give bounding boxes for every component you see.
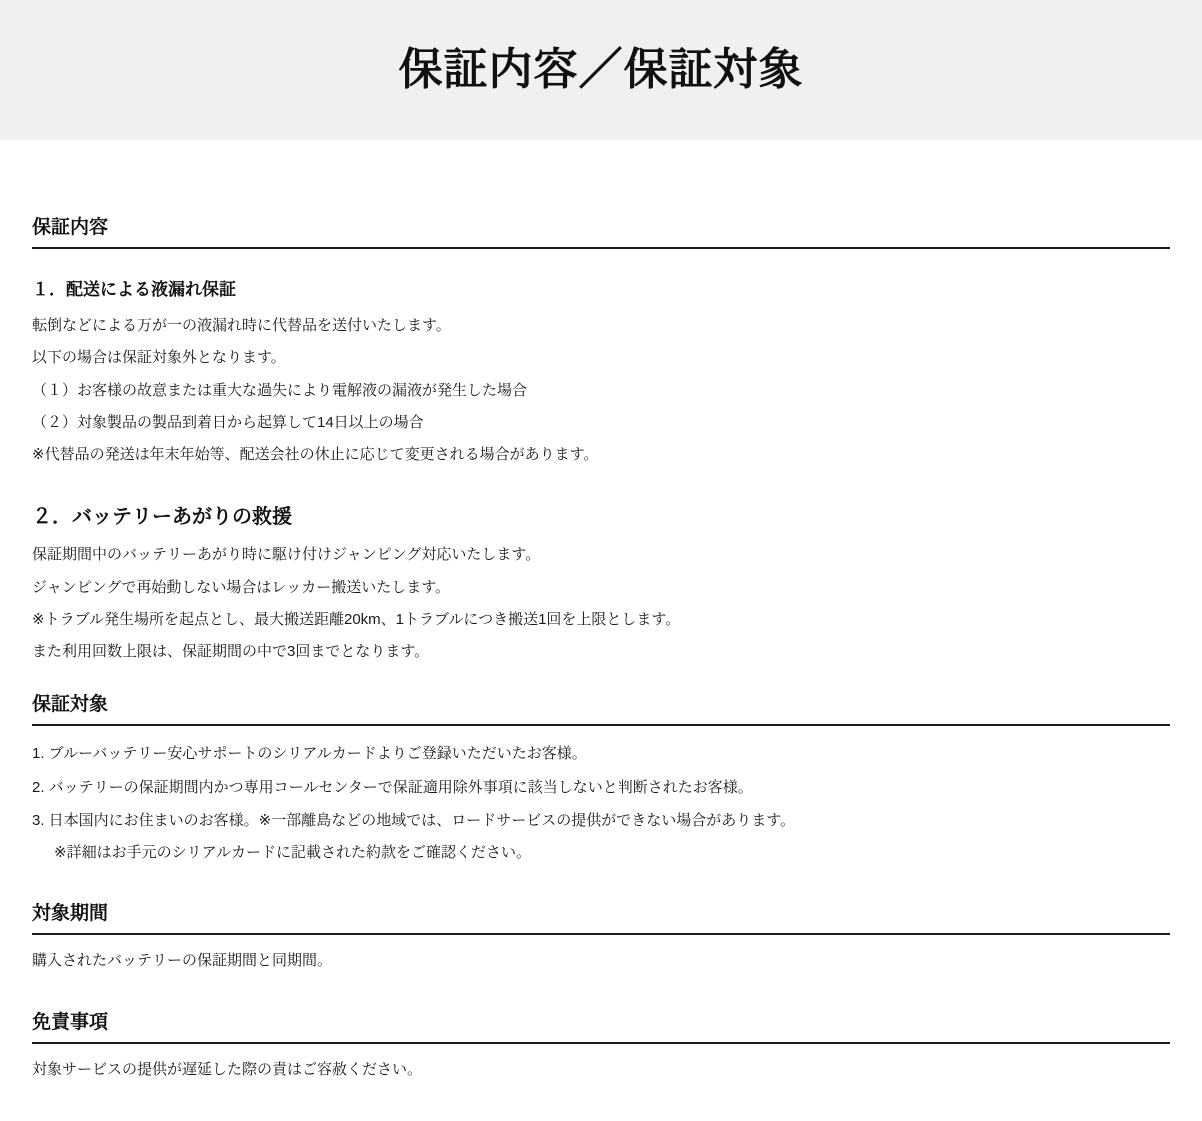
page-header-banner bbox=[0, 0, 1202, 140]
section-coverage-period bbox=[32, 898, 1170, 972]
spacer bbox=[32, 663, 1170, 689]
leak-warranty-line-5: ※代替品の発送は年末年始等、配送会社の休止に応じて変更される場合があります。 bbox=[32, 446, 599, 463]
covered-customers-list bbox=[32, 742, 1170, 832]
coverage-period-line-1: 購入されたバッテリーの保証期間と同期間。 bbox=[32, 952, 333, 970]
covered-customers-note: ※詳細はお手元のシリアルカードに記載された約款をご確認ください。 bbox=[54, 844, 531, 861]
leak-warranty-line-1: 転倒などによる万が一の液漏れ時に代替品を送付いたします。 bbox=[32, 317, 451, 334]
section-heading-warranty-details: 保証内容 bbox=[32, 212, 1170, 249]
subheading-leak-warranty: １．配送による液漏れ保証 bbox=[32, 280, 236, 299]
spacer bbox=[32, 1081, 1170, 1121]
leak-warranty-line-2: 以下の場合は保証対象外となります。 bbox=[32, 349, 286, 367]
document-content bbox=[0, 212, 1202, 1121]
section-heading-disclaimer: 免責事項 bbox=[32, 1007, 1170, 1044]
battery-rescue-line-2: ジャンピングで再始動しない場合はレッカー搬送いたします。 bbox=[32, 578, 451, 596]
battery-rescue-line-1: 保証期間中のバッテリーあがり時に駆け付けジャンピング対応いたします。 bbox=[32, 546, 541, 564]
section-heading-covered-customers: 保証対象 bbox=[32, 689, 1170, 726]
leak-warranty-line-4: （２）対象製品の製品到着日から起算して14日以上の場合 bbox=[32, 413, 424, 431]
leak-warranty-line-3: （１）お客様の故意または重大な過失により電解液の漏液が発生した場合 bbox=[32, 381, 528, 399]
section-covered-customers bbox=[32, 689, 1170, 864]
section-warranty-details bbox=[32, 212, 1170, 663]
spacer bbox=[32, 973, 1170, 1007]
battery-rescue-line-3: ※トラブル発生場所を起点とし、最大搬送距離20km、1トラブルにつき搬送1回を上限とします。 bbox=[32, 610, 681, 628]
page-title: 保証内容／保証対象 bbox=[398, 44, 804, 94]
section-heading-coverage-period: 対象期間 bbox=[32, 898, 1170, 935]
subheading-battery-rescue: ２．バッテリーあがりの救援 bbox=[32, 506, 292, 529]
section-disclaimer bbox=[32, 1007, 1170, 1081]
spacer bbox=[32, 864, 1170, 898]
list-item: 3. 日本国内にお住まいのお客様。※一部離島などの地域では、ロードサービスの提供ができない場合があります。 bbox=[32, 811, 796, 829]
disclaimer-line-1: 対象サービスの提供が遅延した際の責はご容赦ください。 bbox=[32, 1060, 423, 1078]
list-item: 2. バッテリーの保証期間内かつ専用コールセンターで保証適用除外事項に該当しないと判断されたお客様。 bbox=[32, 778, 753, 796]
battery-rescue-line-4: また利用回数上限は、保証期間の中で3回までとなります。 bbox=[32, 643, 430, 660]
list-item: 1. ブルーバッテリー安心サポートのシリアルカードよりご登録いただいたお客様。 bbox=[32, 745, 587, 763]
